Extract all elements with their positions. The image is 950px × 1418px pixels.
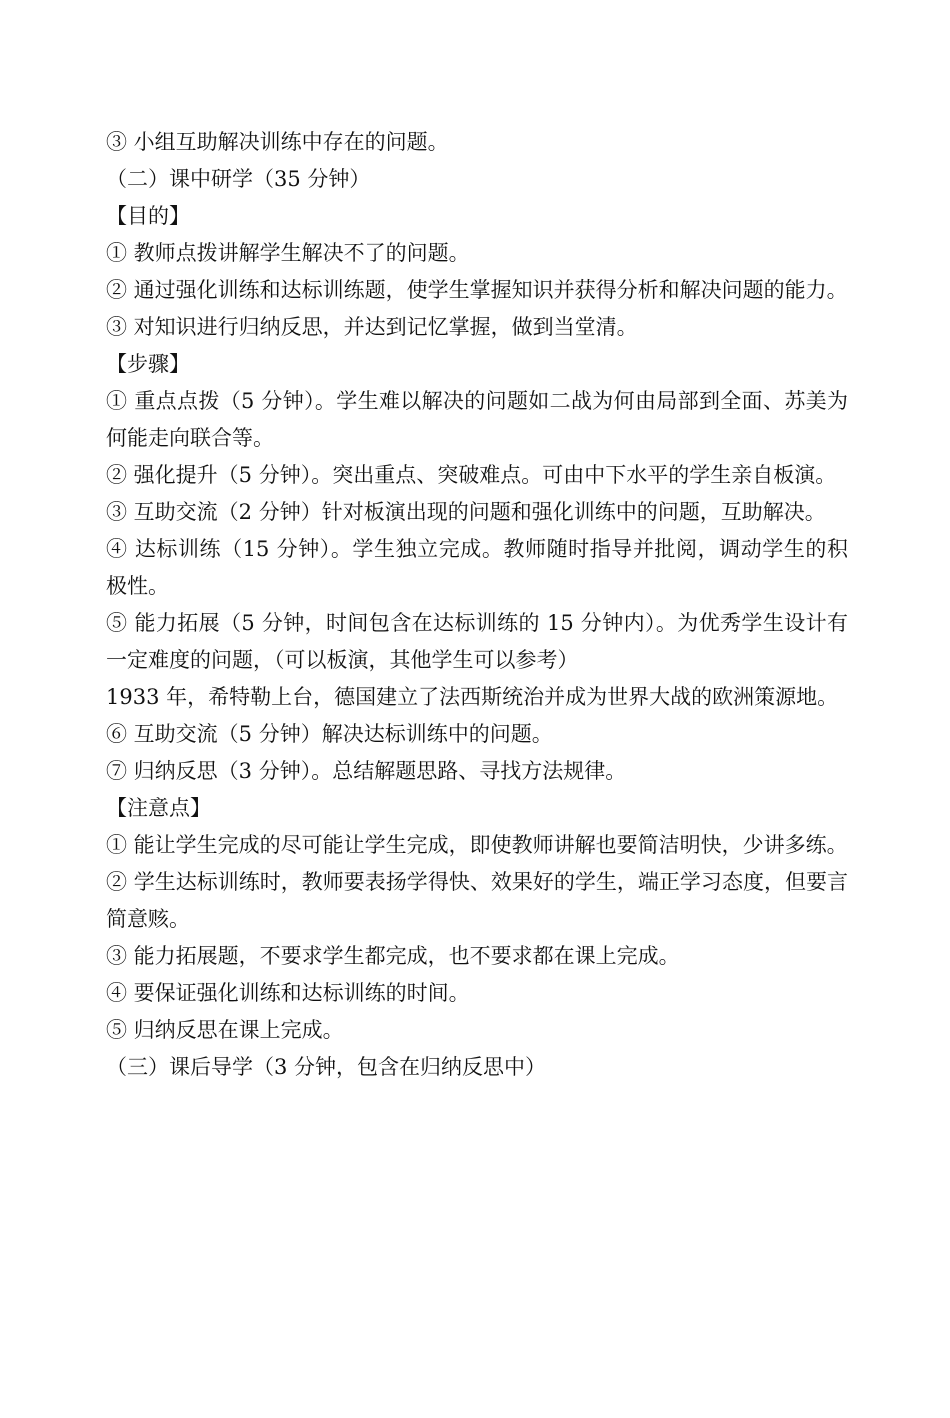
- step-item: ③ 互助交流（2 分钟）针对板演出现的问题和强化训练中的问题，互助解决。: [106, 500, 826, 524]
- subsection-heading: 【目的】: [106, 204, 190, 228]
- note-item: ④ 要保证强化训练和达标训练的时间。: [106, 981, 470, 1005]
- step-item: ⑦ 归纳反思（3 分钟）。总结解题思路、寻找方法规律。: [106, 759, 627, 783]
- step-item: ① 重点点拨（5 分钟）。学生难以解决的问题如二战为何由局部到全面、苏美为何能走向联合等。: [106, 389, 848, 450]
- subsection-heading: 【注意点】: [106, 796, 211, 820]
- note-item: ⑤ 归纳反思在课上完成。: [106, 1018, 344, 1042]
- note-item: ③ 能力拓展题，不要求学生都完成，也不要求都在课上完成。: [106, 944, 680, 968]
- document-body: [106, 124, 848, 1086]
- goal-item: ② 通过强化训练和达标训练题，使学生掌握知识并获得分析和解决问题的能力。: [106, 278, 848, 302]
- step-item: ⑥ 互助交流（5 分钟）解决达标训练中的问题。: [106, 722, 553, 746]
- note-item: ① 能让学生完成的尽可能让学生完成，即使教师讲解也要简洁明快，少讲多练。: [106, 833, 848, 857]
- section-heading: （三）课后导学（3 分钟，包含在归纳反思中）: [106, 1055, 547, 1079]
- goal-item: ③ 对知识进行归纳反思，并达到记忆掌握，做到当堂清。: [106, 315, 638, 339]
- subsection-heading: 【步骤】: [106, 352, 190, 376]
- goal-item: ① 教师点拨讲解学生解决不了的问题。: [106, 241, 470, 265]
- example-text: 1933 年，希特勒上台，德国建立了法西斯统治并成为世界大战的欧洲策源地。: [106, 685, 839, 709]
- step-item: ② 强化提升（5 分钟）。突出重点、突破难点。可由中下水平的学生亲自板演。: [106, 463, 837, 487]
- section-heading: （二）课中研学（35 分钟）: [106, 167, 371, 191]
- step-item: ④ 达标训练（15 分钟）。学生独立完成。教师随时指导并批阅，调动学生的积极性。: [106, 537, 848, 598]
- step-item: ⑤ 能力拓展（5 分钟，时间包含在达标训练的 15 分钟内）。为优秀学生设计有一定难度的问题，（可以板演，其他学生可以参考）: [106, 611, 848, 672]
- note-item: ② 学生达标训练时，教师要表扬学得快、效果好的学生，端正学习态度，但要言简意赅。: [106, 870, 848, 931]
- step-item: ③ 小组互助解决训练中存在的问题。: [106, 130, 449, 154]
